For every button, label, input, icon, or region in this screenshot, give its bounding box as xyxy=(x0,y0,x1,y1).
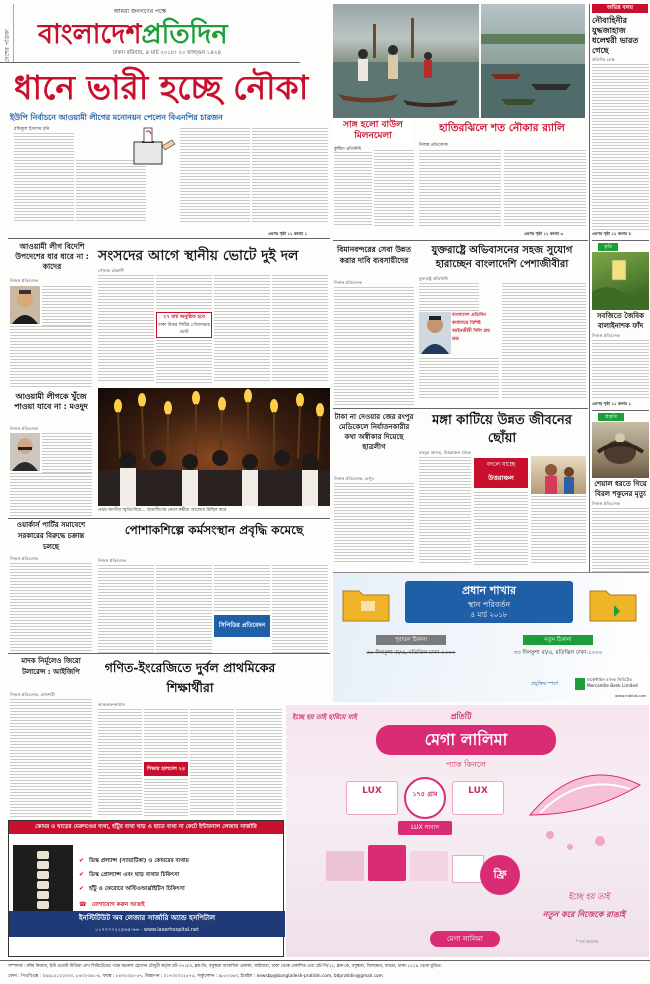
agri-byline: নিজস্ব প্রতিবেদক xyxy=(592,333,620,338)
mid-rule-2 xyxy=(333,408,588,409)
bank-name-en: Mercantile Bank Limited xyxy=(587,683,638,688)
laser-institute-bar xyxy=(9,911,285,937)
usa-body-col3 xyxy=(502,283,586,398)
quader-headline: আওয়ামী লীগ বিদেশি উপদেশের ধার ধারে না : কাদের xyxy=(15,242,89,271)
check-icon-1: ✔ xyxy=(79,857,85,864)
monga-box-bottom: উত্তরাঞ্চল xyxy=(488,474,514,482)
monga-box xyxy=(474,458,528,488)
monga-body-col1 xyxy=(419,457,471,565)
education-col5 xyxy=(236,709,282,817)
baul-body-col1 xyxy=(334,152,372,226)
dengue-byline: নিজস্ব প্রতিবেদক, রংপুর xyxy=(334,476,374,481)
laser-line-1 xyxy=(79,847,279,864)
education-headline: গণিত-ইংরেজিতে দুর্বল প্রাথমিকের শিক্ষার্থীরা xyxy=(104,660,276,695)
lead-body-col2 xyxy=(76,160,146,223)
monga-byline: মাহবুব আলম, উত্তরাঞ্চল থেকে xyxy=(419,450,471,455)
product-3 xyxy=(410,851,448,881)
monga-headline: মঙ্গা কাটিয়ে উন্নত জীবনের ছোঁয়া xyxy=(432,413,572,446)
laser-line-1-text: ডিস্ক প্রল্যাপ্স (স্যায়াটিকা) ও কোমরের ব্যথায় xyxy=(89,858,189,864)
monga-body-col3 xyxy=(531,496,586,565)
quader-portrait xyxy=(10,286,40,324)
boat-headline: হাতিরঝিলে শত নৌকার র‌্যালি xyxy=(439,122,565,134)
nature-byline: নিজস্ব প্রতিবেদক xyxy=(592,501,620,506)
phone-icon: ☎ xyxy=(79,901,87,908)
laser-line-4-text: যোগাযোগ করুন আজই xyxy=(91,902,145,908)
monga-box-top: বদলে যাচ্ছে xyxy=(486,461,516,468)
lux-soap-box-1 xyxy=(346,781,398,815)
nature-section xyxy=(598,413,624,421)
lux-label: LUX সাবান xyxy=(411,824,439,831)
garments-box xyxy=(214,615,270,637)
folder-left-icon xyxy=(341,583,391,623)
usa-pullquote: বাংলাদেশ প্রতিদিন কার্যালয়ে বিশিষ্ট আইনজীবী দিলি রায় ডন্ড xyxy=(452,313,491,342)
lux-logo-2: LUX xyxy=(468,786,488,796)
baul-body-col2 xyxy=(374,150,414,226)
weight-badge xyxy=(404,777,446,819)
bank-logo-icon xyxy=(575,678,585,690)
footer-contacts: ফোন : পিএবিএক্স : ০৯৬১২১২০০০০, ৮৪৩২৩৬১-৪, ফ্যাক্স : ৮৪৩২৩৫৫-৫৭, বিজ্ঞাপন : ০১৭৩০০২২৫৭৫, সার্কুলেশন : ৯৮৫২৩৬৩, ইমেইল : newsbp@bangladesh-pratidin.com, bdpratidin@gmail.com xyxy=(8,974,383,979)
row2-rule xyxy=(8,238,330,239)
product-row xyxy=(326,845,486,885)
minister-body-a xyxy=(42,433,92,473)
monga-photo xyxy=(531,456,586,494)
baul-headline-box xyxy=(333,118,413,144)
usa-body-col2 xyxy=(419,358,499,398)
laser-ad xyxy=(8,820,284,957)
drugs-byline: নিজস্ব প্রতিবেদক, রাজশাহী xyxy=(10,692,55,697)
quader-body-b xyxy=(10,326,92,388)
agri-continued: এরপর পৃষ্ঠা ১১ কলাম ২ xyxy=(592,401,632,406)
new-address-text: ৩৩ দিলকুশা বা/এ, মতিঝিল ঢাকা-১০০০ xyxy=(513,650,603,656)
laser-line-3 xyxy=(79,875,279,892)
laser-ad-headline: কোমর ও ঘাড়ের মেরুদণ্ডের ব্যথা, হাঁটুর ব্যথা ঘাড় ও হাতে ব্যথা না কেটে ইন্টারনাল লেজার সার্জারি xyxy=(9,821,283,834)
lead-body-col1 xyxy=(14,133,74,223)
soap-top-text: ইচ্ছে হয় তাই হারিয়ে যাই xyxy=(292,713,357,721)
business-byline: নিজস্ব প্রতিবেদক xyxy=(334,280,362,285)
bank-ad-title: প্রধান শাখার xyxy=(461,584,517,597)
product-2 xyxy=(368,845,406,881)
soap-brand: মেগা লালিমা xyxy=(424,730,508,749)
workers-headline: ওয়ার্কার্স পার্টির সমাবেশে সরকারের বিরুদ্ধে চক্রান্ত চলছে xyxy=(16,521,86,551)
masthead-title-part1: বাংলাদেশ xyxy=(38,19,142,50)
education-col3 xyxy=(144,779,188,817)
garments-box-text: সিপিডির প্রতিবেদন xyxy=(218,622,266,629)
local-polls-box-body: ঢাকা উত্তর সিটির পৌরসভার ভোট xyxy=(157,323,211,335)
workers-byline: নিজস্ব প্রতিবেদক xyxy=(10,556,38,561)
laser-line-4 xyxy=(79,891,279,908)
garments-headline: পোশাকশিল্পে কর্মসংস্থান প্রবৃদ্ধি কমেছে xyxy=(124,523,304,537)
opinion-body xyxy=(592,64,649,230)
soap-brand-banner xyxy=(376,725,556,755)
bank-ad-subtitle: স্থান পরিবর্তন xyxy=(467,600,511,609)
photo-caption: প্রথম জাতীয় স্মৃতিসৌধে... ছাত্রলীগের নেতা-কর্মীরা আলোর মিছিল করে xyxy=(98,508,227,513)
opinion-byline: প্রতিদিন ডেস্ক xyxy=(592,57,615,62)
old-address xyxy=(351,635,471,677)
garments-col3 xyxy=(214,565,270,613)
soap-footer-logo xyxy=(430,931,500,947)
tagline: আমরা জনগণের পক্ষে xyxy=(113,8,167,15)
old-address-text: ৬১ দিলকুশা বা/এ, মতিঝিল ঢাকা-১০০০ xyxy=(366,650,456,656)
quader-byline: নিজস্ব প্রতিবেদক xyxy=(10,278,38,283)
drugs-body xyxy=(10,699,92,817)
opinion-headline: নৌবাহিনীর যুদ্ধজাহাজ ধলেশ্বরী ভারত গেছে xyxy=(592,16,639,55)
agri-body xyxy=(592,340,649,400)
lux-soap-box-2 xyxy=(452,781,504,815)
agri-section xyxy=(598,243,618,251)
laser-line-2 xyxy=(79,861,279,878)
soap-bottom-2: নতুন করে নিজেকে রাঙাই xyxy=(542,910,626,919)
lead-headline: ধানে ভারী হচ্ছে নৌকা xyxy=(14,68,309,107)
nature-section-text: প্রকৃতি xyxy=(604,414,618,420)
education-box-text: শিক্ষার হালচাল ২৪ xyxy=(146,766,186,772)
boat-byline: নিজস্ব প্রতিবেদক xyxy=(419,143,448,148)
nature-body xyxy=(592,508,649,574)
hatirjheel-photo xyxy=(481,4,585,118)
agri-headline: সবজিতে জৈবিক বালাইনাশক ফাঁদ xyxy=(596,312,645,330)
local-polls-box-title: ২৭ মার্চ অনুষ্ঠিত হবে xyxy=(163,314,205,320)
soap-footer-note: * শর্ত প্রযোজ্য xyxy=(576,939,599,944)
lead-body-col4 xyxy=(252,128,328,223)
lux-label-banner xyxy=(398,821,452,835)
soap-bottom-1: ইচ্ছে হয় তাই xyxy=(568,892,610,901)
dengue-headline: টাকা না দেওয়ার জের রংপুর মেডিকেলে নির্যাতনকারীর কথা অস্বীকার দিয়েছে ছাত্রলীগ xyxy=(334,413,414,451)
soap-pack-text: প্যাক কিনলে xyxy=(445,760,487,769)
dengue-body xyxy=(334,483,414,563)
masthead-title-part2: প্রতিদিন xyxy=(141,19,228,50)
bank-slogan: প্রযুক্তির স্পর্শে xyxy=(531,682,558,687)
education-byline: আকতারুজ্জামান xyxy=(98,702,126,707)
business-headline: বিমানবন্দরের সেবা উন্নত করার দাবি ব্যবসায়ীদের xyxy=(337,245,411,265)
minister-body-b xyxy=(10,473,92,521)
laser-line-2-text: ডিস্ক প্রোল্যাপ্স এবং ঘাড় ব্যথার চিকিৎসা xyxy=(89,872,180,878)
garments-col4 xyxy=(272,565,328,653)
mid-rule-1 xyxy=(333,240,588,241)
garments-col1 xyxy=(98,565,154,653)
boat-continued: এরপর পৃষ্ঠা ১১ কলাম ৩ xyxy=(524,231,564,236)
right-rule-2 xyxy=(592,410,649,411)
usa-portrait xyxy=(419,312,451,354)
minister-byline: নিজস্ব প্রতিবেদক xyxy=(10,426,38,431)
free-text: ফ্রি xyxy=(493,868,507,881)
product-1 xyxy=(326,851,364,881)
drugs-headline: মাদক নির্মূলেও জিরো টলারেন্স : আইজিপি xyxy=(21,657,81,676)
boat-body-col1 xyxy=(419,150,501,226)
lead-body-col3 xyxy=(180,128,250,223)
bank-name: মার্কেন্টাইল ব্যাংক লিমিটেড xyxy=(587,677,633,682)
usa-body-col1 xyxy=(419,283,479,311)
local-polls-col2 xyxy=(156,275,212,309)
ballot-box-illustration xyxy=(120,126,178,166)
side-page-label xyxy=(2,4,14,62)
laser-contact xyxy=(9,925,285,935)
boat-body-col2 xyxy=(504,150,586,226)
local-polls-col4 xyxy=(214,275,270,383)
garments-byline: নিজস্ব প্রতিবেদক xyxy=(98,558,126,563)
agri-section-text: কৃষি xyxy=(604,244,612,250)
boat-rally-photo xyxy=(333,4,479,118)
soap-ad xyxy=(286,705,649,957)
usa-headline: যুক্তরাষ্ট্রে অভিবাসনের সহজ সুযোগ হারাচ্ছেন বাংলাদেশি পেশাজীবীরা xyxy=(431,245,573,270)
local-polls-box xyxy=(156,312,212,338)
right-col-divider xyxy=(589,4,590,584)
lead-subhead: ইউপি নির্বাচনে আওয়ামী লীগের মনোনয়ন পেলেন বিএনপির চারজন xyxy=(10,113,223,122)
check-icon-3: ✔ xyxy=(79,885,85,892)
laser-phone: ০১৭৭৭৭২২৫৬৫-৬৬ xyxy=(95,927,140,933)
baul-headline: সাঙ্গ হলো বাউল মিলনমেলা xyxy=(343,120,403,141)
business-body xyxy=(334,287,414,407)
lead-continued: এরপর পৃষ্ঠা ১১ কলাম ১ xyxy=(268,231,308,236)
row3-rule xyxy=(8,518,330,519)
check-icon-2: ✔ xyxy=(79,871,85,878)
local-polls-headline: সংসদের আগে স্থানীয় ভোটে দুই দল xyxy=(98,248,299,264)
vulture-photo xyxy=(592,422,649,478)
minister-headline: আওয়ামী লীগকে খুঁজে পাওয়া যাবে না : মওদুদ xyxy=(14,392,88,411)
opinion-kicker-text: অভিন্ন বলয় xyxy=(607,5,633,11)
laser-web: www.laserhospital.net xyxy=(143,927,199,933)
nature-headline: শেয়াল ধরতে গিয়ে বিরল শকুনের মৃত্যু xyxy=(594,480,647,498)
lux-logo-1: LUX xyxy=(362,786,382,796)
laser-institute: ইনস্টিটিউট অব লেজার সার্জারি অ্যান্ড হসপিটাল xyxy=(78,914,216,922)
dateline: ঢাকা। রবিবার, ৪ মার্চ ২০১৮। ২০ ফাল্গুন ১৪২৪ xyxy=(112,50,222,56)
laser-separator: · xyxy=(140,927,144,933)
side-label-text: দেশের পত্রিকা xyxy=(4,29,11,62)
education-col1 xyxy=(98,709,142,817)
quader-body-a xyxy=(42,286,92,326)
right-rule-1 xyxy=(592,240,649,241)
soap-brand-kicker: প্রতিটি xyxy=(450,712,472,721)
old-address-label: পুরাতন ঠিকানা xyxy=(376,635,446,645)
bank-logo xyxy=(575,677,647,691)
minister-portrait xyxy=(10,433,40,471)
new-address xyxy=(493,635,623,677)
masthead-rule xyxy=(0,62,300,63)
education-box xyxy=(144,762,188,776)
bank-ad xyxy=(333,572,649,702)
masthead-title xyxy=(38,14,288,48)
garments-col2 xyxy=(156,565,212,653)
local-polls-byline: গোলাম রাব্বানী xyxy=(98,268,124,273)
opinion-continued: এরপর পৃষ্ঠা ১১ কলাম ৫ xyxy=(592,231,632,236)
soap-footer-brand: মেগা লালিমা xyxy=(447,935,483,943)
bank-web: www.mblbd.com xyxy=(615,693,647,698)
footer-rule xyxy=(0,960,650,961)
folder-right-icon xyxy=(588,583,638,623)
laser-line-3-text: হাঁটু ও ফেরোরে অস্টিওআর্থ্রাইটিস চিকিৎসা xyxy=(89,886,185,892)
bank-ad-date: ৪ মার্চ ২০১৮ xyxy=(470,611,508,619)
education-col2 xyxy=(144,709,188,759)
monga-body-col2 xyxy=(474,492,528,565)
decor-umbrella-icon xyxy=(520,755,646,865)
workers-body xyxy=(10,563,92,651)
local-polls-col5 xyxy=(272,275,328,383)
torch-rally-photo xyxy=(98,388,330,506)
local-polls-col1 xyxy=(98,275,154,383)
baul-byline: কুষ্টিয়া প্রতিনিধি xyxy=(334,147,362,152)
local-polls-col3 xyxy=(156,340,212,383)
new-address-label: নতুন ঠিকানা xyxy=(523,635,593,645)
lead-byline: রফিকুল ইসলাম রনি xyxy=(14,127,50,132)
free-badge xyxy=(480,855,520,895)
usa-byline: যুক্তরাষ্ট্র প্রতিনিধি xyxy=(419,276,448,281)
weight-text: ১৭৫ গ্রাম xyxy=(412,790,438,798)
agri-photo xyxy=(592,252,649,310)
footer-publisher: সম্পাদক : নঈম নিজাম, ইস্ট ওয়েস্ট মিডিয়া গ্রুপ লিমিটেডের পক্ষে ময়নাল হোসেন চৌধুরী কর্তৃক প্লট-৩৭১/এ, ব্লক-ডি, বসুন্ধরা আবাসিক এলাকা, বারিধারা, ঢাকা থেকে প্রকাশিত এবং প্লট-সি/৫২, ব্লক-কে, বসুন্ধরা, খিলক্ষেত, বাড্ডা, ঢাকা-১২২৯ থেকে মুদ্রিত। xyxy=(8,964,442,969)
opinion-kicker xyxy=(592,4,648,13)
bank-ad-title-box xyxy=(405,581,573,623)
education-col4 xyxy=(190,709,234,817)
row4-rule xyxy=(8,653,330,654)
